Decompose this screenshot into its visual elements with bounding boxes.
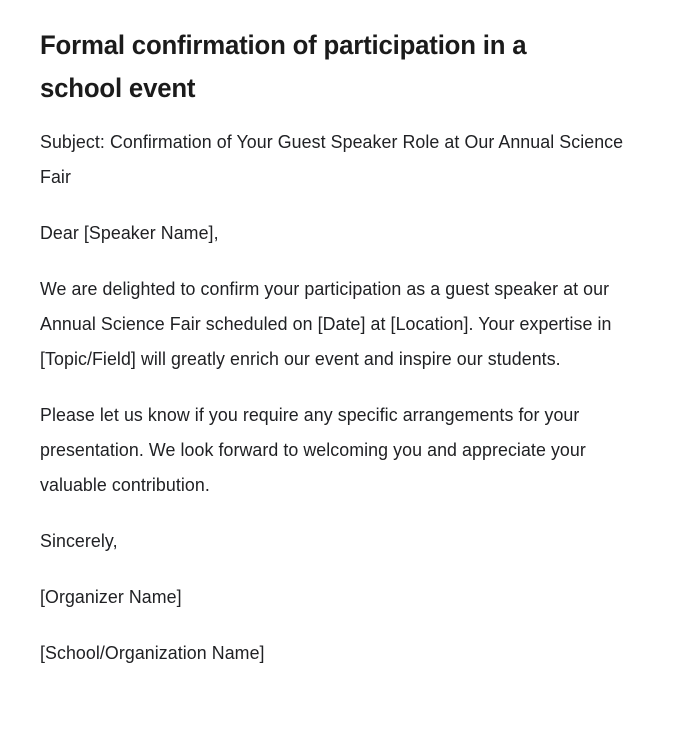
body-paragraph-2: Please let us know if you require any specific arrangements for your presentation. We look forward to welcoming you and appreciate your valuable contribution. bbox=[40, 404, 586, 495]
signature-organization: [School/Organization Name] bbox=[40, 642, 265, 663]
closing: Sincerely, bbox=[40, 530, 118, 551]
letter-article bbox=[40, 0, 640, 670]
signature-organizer: [Organizer Name] bbox=[40, 586, 182, 607]
letter-body bbox=[40, 124, 640, 670]
page-title: Formal confirmation of participation in a school event bbox=[40, 30, 527, 103]
subject-line: Subject: Confirmation of Your Guest Speaker Role at Our Annual Science Fair bbox=[40, 131, 624, 187]
salutation: Dear [Speaker Name], bbox=[40, 222, 219, 243]
body-paragraph-1: We are delighted to confirm your participation as a guest speaker at our Annual Science Fair scheduled on [Date] at [Location]. Your expertise in [Topic/Field] will greatly enrich our event and inspire our students. bbox=[40, 278, 612, 369]
